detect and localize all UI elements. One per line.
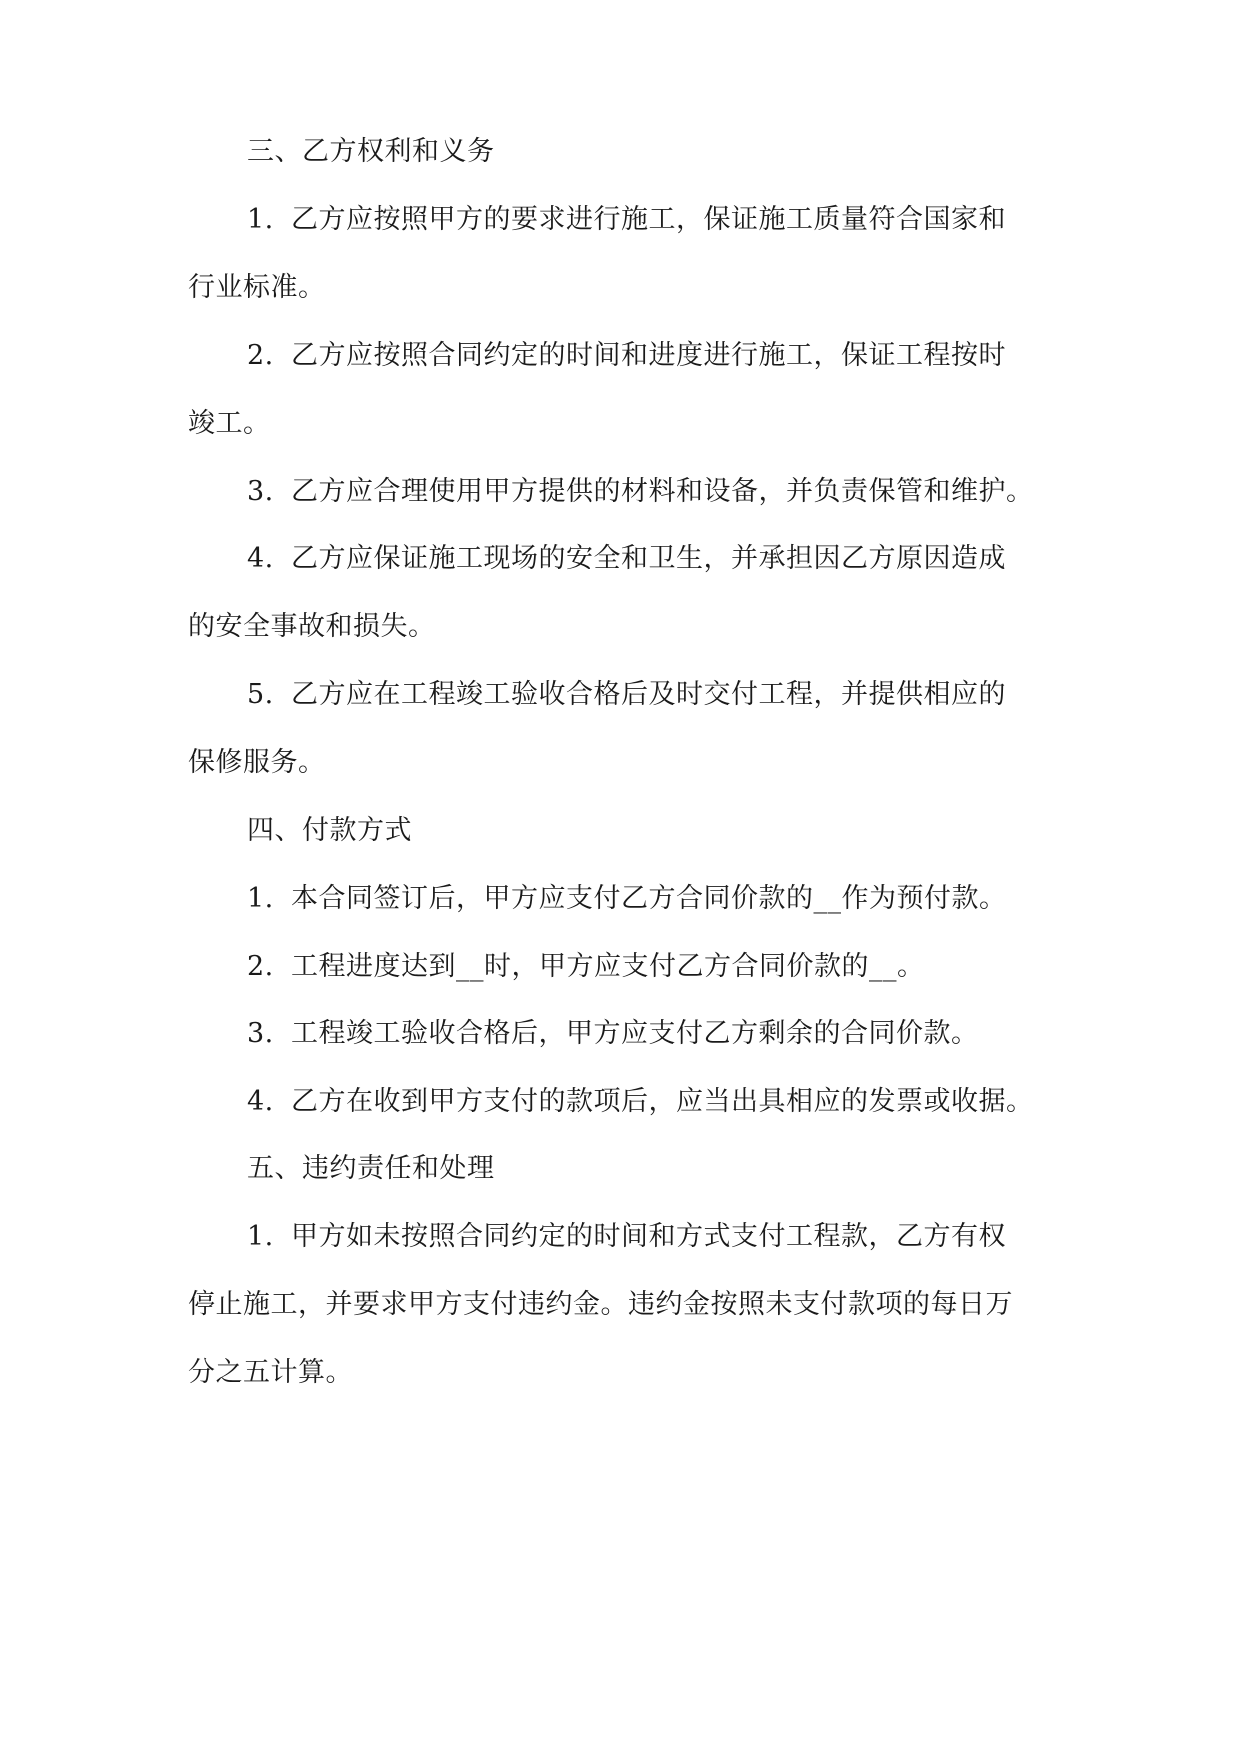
list-item-3-4 bbox=[247, 541, 1127, 577]
section-heading-5: 五、违约责任和处理 bbox=[247, 1153, 495, 1184]
list-item-5-1-continuation-1: 停止施工，并要求甲方支付违约金。违约金按照未支付款项的每日万 bbox=[188, 1289, 1013, 1320]
list-text: 工程竣工验收合格后，甲方应支付乙方剩余的合同价款。 bbox=[291, 1018, 979, 1049]
list-number: 5. bbox=[247, 679, 274, 710]
list-text: 本合同签订后，甲方应支付乙方合同价款的__作为预付款。 bbox=[291, 883, 1007, 914]
list-number: 2. bbox=[247, 340, 274, 371]
list-text: 乙方在收到甲方支付的款项后，应当出具相应的发票或收据。 bbox=[291, 1086, 1034, 1117]
list-text: 甲方如未按照合同约定的时间和方式支付工程款，乙方有权 bbox=[291, 1221, 1006, 1252]
list-item-3-5-continuation: 保修服务。 bbox=[188, 747, 326, 778]
list-item-4-3 bbox=[247, 1016, 1127, 1052]
list-number: 4. bbox=[247, 543, 274, 574]
list-number: 1. bbox=[247, 1221, 274, 1252]
list-number: 2. bbox=[247, 951, 274, 982]
list-item-5-1 bbox=[247, 1219, 1127, 1255]
list-text: 乙方应按照甲方的要求进行施工，保证施工质量符合国家和 bbox=[291, 204, 1006, 235]
list-item-4-2 bbox=[247, 949, 1127, 985]
list-item-3-1 bbox=[247, 202, 1127, 238]
list-item-3-3 bbox=[247, 474, 1127, 510]
list-text: 乙方应按照合同约定的时间和进度进行施工，保证工程按时 bbox=[291, 340, 1006, 371]
list-text: 乙方应在工程竣工验收合格后及时交付工程，并提供相应的 bbox=[291, 679, 1006, 710]
section-heading-4: 四、付款方式 bbox=[247, 815, 412, 846]
list-number: 1. bbox=[247, 883, 274, 914]
list-text: 乙方应保证施工现场的安全和卫生，并承担因乙方原因造成 bbox=[291, 543, 1006, 574]
section-heading-3: 三、乙方权利和义务 bbox=[247, 136, 495, 167]
list-item-3-2 bbox=[247, 338, 1127, 374]
list-item-4-1 bbox=[247, 881, 1127, 917]
list-number: 4. bbox=[247, 1086, 274, 1117]
list-number: 3. bbox=[247, 476, 274, 507]
list-text: 工程进度达到__时，甲方应支付乙方合同价款的__。 bbox=[291, 951, 925, 982]
list-item-3-4-continuation: 的安全事故和损失。 bbox=[188, 611, 436, 642]
list-item-4-4 bbox=[247, 1084, 1127, 1120]
list-item-3-1-continuation: 行业标准。 bbox=[188, 272, 326, 303]
list-item-3-5 bbox=[247, 677, 1127, 713]
list-number: 3. bbox=[247, 1018, 274, 1049]
list-text: 乙方应合理使用甲方提供的材料和设备，并负责保管和维护。 bbox=[291, 476, 1034, 507]
list-item-5-1-continuation-2: 分之五计算。 bbox=[188, 1357, 353, 1388]
list-number: 1. bbox=[247, 204, 274, 235]
list-item-3-2-continuation: 竣工。 bbox=[188, 408, 271, 439]
